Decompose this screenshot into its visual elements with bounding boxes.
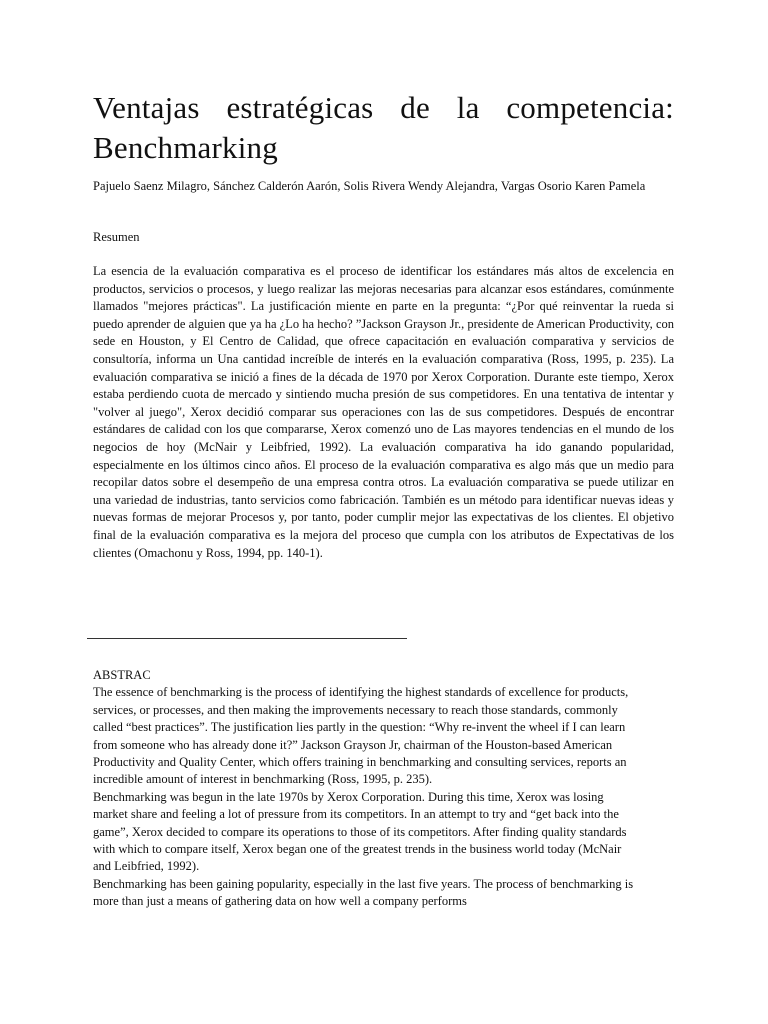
- section-divider: [87, 638, 407, 639]
- abstract-heading: ABSTRAC: [93, 668, 151, 682]
- abstract-paragraph: The essence of benchmarking is the process of identifying the highest standards of excellence for products, services, or processes, and then making the improvements necessary to reach those standards, commonly called “best practices”. The justification lies partly in the question: “Why re-invent the wheel if I can learn from someone who has already done it?” Jackson Grayson Jr, chairman of the Houston-based American Productivity and Quality Center, which offers training in benchmarking and consulting services, reports an incredible amount of interest in benchmarking (Ross, 1995, p. 235).: [93, 685, 629, 787]
- abstract-paragraph: Benchmarking was begun in the late 1970s by Xerox Corporation. During this time, Xerox was losing market share and feeling a lot of pressure from its competitors. In an attempt to try and “get back into the game”, Xerox decided to compare its operations to those of its competitors. After finding quality standards with which to compare itself, Xerox began one of the greatest trends in the business world today (McNair and Leibfried, 1992).: [93, 789, 627, 874]
- document-page: [93, 88, 674, 562]
- paper-title: Ventajas estratégicas de la competencia: Benchmarking: [93, 90, 674, 165]
- author-list: Pajuelo Saenz Milagro, Sánchez Calderón Aarón, Solis Rivera Wendy Alejandra, Vargas Osorio Karen Pamela: [93, 179, 646, 193]
- resumen-body: La esencia de la evaluación comparativa es el proceso de identificar los estándares más altos de excelencia en productos, servicios o procesos, y luego realizar las mejoras necesarias para alcanzar esos estándares, comúnmente llamados "mejores prácticas". La justificación miente en parte en la pregunta: “¿Por qué reinventar la rueda si puedo aprender de alguien que ya ha ¿Lo ha hecho? ”Jackson Grayson Jr., presidente de American Productivity, con sede en Houston, y El Centro de Calidad, que ofrece capacitación en evaluación comparativa y servicios de consultoría, informa un Una cantidad increíble de interés en la evaluación comparativa (Ross, 1995, p. 235). La evaluación comparativa se inició a fines de la década de 1970 por Xerox Corporation. Durante este tiempo, Xerox estaba perdiendo cuota de mercado y sintiendo mucha presión de sus competidores. En una tentativa de intentar y "volver al juego", Xerox decidió comparar sus operaciones con las de sus competidores. Después de encontrar estándares de calidad con los que compararse, Xerox comenzó uno de Las mayores tendencias en el mundo de los negocios de hoy (McNair y Leibfried, 1992). La evaluación comparativa ha ido ganando popularidad, especialmente en los últimos cinco años. El proceso de la evaluación comparativa es algo más que un medio para recopilar datos sobre el desempeño de una empresa contra otros. La evaluación comparativa se puede utilizar en una variedad de industrias, tanto servicios como fabricación. También es un método para identificar nuevas ideas y nuevas formas de mejorar Procesos y, por tanto, poder cumplir mejor las expectativas de los clientes. El objetivo final de la evaluación comparativa es la mejora del proceso que cumpla con los atributos de Expectativas de los clientes (Omachonu y Ross, 1994, pp. 140-1).: [93, 264, 674, 560]
- abstract-section: [93, 667, 638, 911]
- resumen-heading: Resumen: [93, 230, 140, 244]
- abstract-paragraph: Benchmarking has been gaining popularity, especially in the last five years. The process of benchmarking is more than just a means of gathering data on how well a company performs: [93, 876, 634, 909]
